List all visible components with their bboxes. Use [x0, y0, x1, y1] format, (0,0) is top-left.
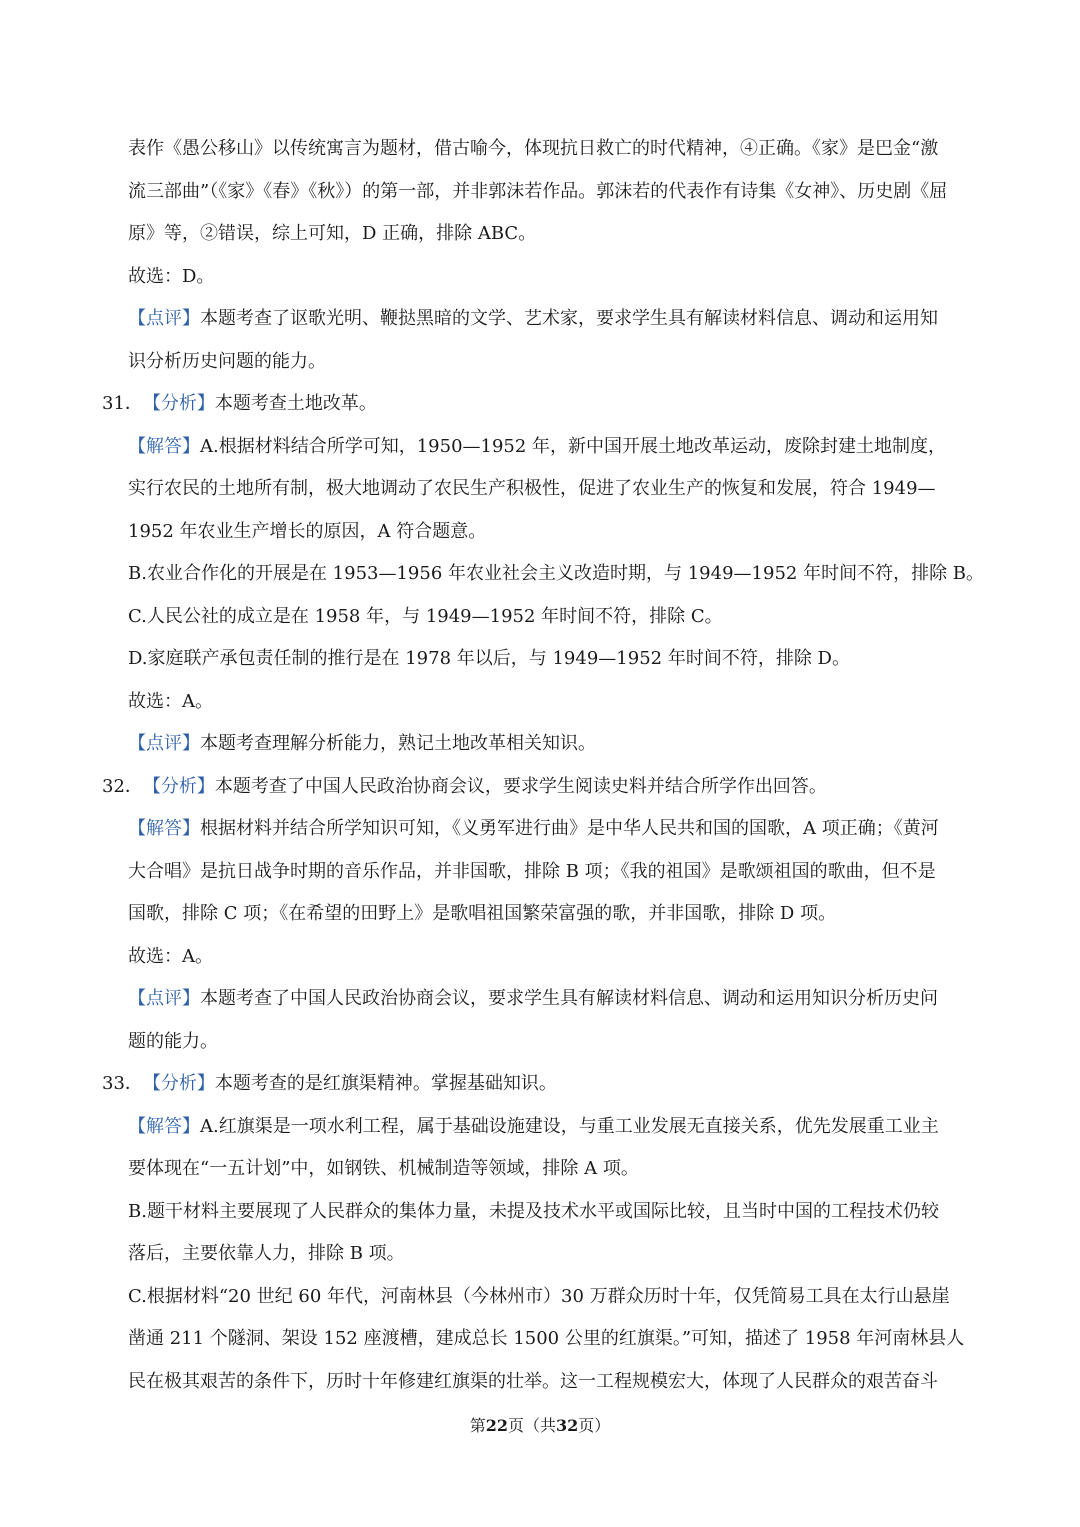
- line-text: B.农业合作化的开展是在 1953—1956 年农业社会主义改造时期，与 1949—1952 年时间不符，排除 B。: [128, 563, 985, 584]
- footer-total-pages: 32: [556, 1416, 579, 1435]
- text-line: [102, 978, 982, 1021]
- text-line: [102, 723, 982, 766]
- text-line: [102, 808, 982, 851]
- text-line: [102, 596, 982, 639]
- text-line: [102, 213, 982, 256]
- text-line: [102, 1148, 982, 1191]
- section-tag: 【解答】: [128, 818, 200, 839]
- line-text: 表作《愚公移山》以传统寓言为题材，借古喻今，体现抗日救亡的时代精神，④正确。《家》是巴金“激: [128, 138, 939, 159]
- line-text: A.根据材料结合所学可知，1950—1952 年，新中国开展土地改革运动，废除封建土地制度，: [200, 435, 947, 457]
- line-text: 本题考查了中国人民政治协商会议，要求学生具有解读材料信息、调动和运用知识分析历史问: [200, 988, 938, 1009]
- line-text: 原》等，②错误，综上可知，D 正确，排除 ABC。: [128, 223, 537, 244]
- text-line: [102, 893, 982, 936]
- footer-prefix: 第: [469, 1416, 486, 1435]
- line-text: 本题考查土地改革。: [214, 393, 377, 414]
- text-line: [102, 1233, 982, 1276]
- line-text: 故选：A。: [128, 945, 213, 967]
- text-line: [102, 553, 985, 596]
- section-tag: 【点评】: [128, 308, 200, 329]
- text-line: [102, 511, 982, 554]
- section-tag: 【分析】: [142, 775, 215, 797]
- line-text: 本题考查的是红旗渠精神。掌握基础知识。: [214, 1073, 557, 1094]
- section-tag: 【分析】: [142, 393, 215, 414]
- line-text: 识分析历史问题的能力。: [128, 350, 326, 372]
- text-line: [102, 1318, 982, 1361]
- line-text: 国歌，排除 C 项；《在希望的田野上》是歌唱祖国繁荣富强的歌，并非国歌，排除 D 项。: [128, 903, 837, 924]
- text-line: [102, 1063, 982, 1106]
- text-line: [102, 936, 982, 979]
- line-text: 大合唱》是抗日战争时期的音乐作品，并非国歌，排除 B 项；《我的祖国》是歌颂祖国的歌曲，但不是: [128, 860, 936, 882]
- line-text: B.题干材料主要展现了人民群众的集体力量，未提及技术水平或国际比较，且当时中国的工程技术仍较: [128, 1200, 939, 1222]
- line-text: 落后，主要依靠人力，排除 B 项。: [128, 1243, 405, 1264]
- text-line: [102, 638, 982, 681]
- line-text: C.根据材料“20 世纪 60 年代，河南林县（今林州市）30 万群众历时十年，仅凭简易工具在太行山悬崖: [128, 1285, 950, 1307]
- line-text: 流三部曲”（《家》《春》《秋》）的第一部，并非郭沫若作品。郭沫若的代表作有诗集《女神》、历史剧《屈: [128, 180, 948, 202]
- line-text: 要体现在“一五计划”中，如钢铁、机械制造等领域，排除 A 项。: [128, 1158, 639, 1179]
- text-line: [102, 341, 982, 384]
- page-footer: [0, 1412, 1080, 1440]
- line-text: 题的能力。: [128, 1030, 218, 1052]
- text-line: [102, 298, 982, 341]
- text-line: [102, 1191, 982, 1234]
- line-text: 本题考查了讴歌光明、鞭挞黑暗的文学、艺术家，要求学生具有解读材料信息、调动和运用知: [200, 308, 938, 329]
- page-body: [102, 128, 985, 1403]
- line-text: A.红旗渠是一项水利工程，属于基础设施建设，与重工业发展无直接关系，优先发展重工业主: [200, 1115, 939, 1137]
- line-text: 本题考查了中国人民政治协商会议，要求学生阅读史料并结合所学作出回答。: [214, 775, 827, 797]
- text-line: [102, 1361, 982, 1404]
- text-line: [102, 426, 982, 469]
- line-text: 根据材料并结合所学知识可知，《义勇军进行曲》是中华人民共和国的国歌，A 项正确；《黄河: [200, 818, 939, 839]
- footer-suffix: 页）: [578, 1416, 611, 1435]
- section-tag: 【点评】: [128, 988, 200, 1009]
- text-line: [102, 681, 982, 724]
- line-text: 1952 年农业生产增长的原因，A 符合题意。: [128, 520, 487, 542]
- footer-page-number: 22: [485, 1416, 508, 1435]
- section-tag: 【分析】: [142, 1073, 215, 1094]
- question-number: 32．: [102, 775, 143, 797]
- text-line: [102, 851, 982, 894]
- line-text: 故选：A。: [128, 690, 213, 712]
- line-text: 本题考查理解分析能力，熟记土地改革相关知识。: [200, 733, 596, 754]
- question-number: 33．: [102, 1073, 143, 1094]
- line-text: 故选：D。: [128, 265, 215, 287]
- text-line: [102, 128, 982, 171]
- section-tag: 【点评】: [128, 733, 200, 754]
- text-line: [102, 766, 982, 809]
- text-line: [102, 171, 982, 214]
- footer-middle: 页（共: [507, 1416, 556, 1435]
- section-tag: 【解答】: [128, 435, 200, 457]
- line-text: 民在极其艰苦的条件下，历时十年修建红旗渠的壮举。这一工程规模宏大，体现了人民群众的艰苦奋斗: [128, 1370, 938, 1392]
- text-line: [102, 468, 982, 511]
- text-line: [102, 1276, 982, 1319]
- text-line: [102, 1106, 982, 1149]
- line-text: 凿通 211 个隧洞、架设 152 座渡槽，建成总长 1500 公里的红旗渠。”可知，描述了 1958 年河南林县人: [128, 1328, 965, 1349]
- question-number: 31．: [102, 393, 143, 414]
- text-line: [102, 256, 982, 299]
- line-text: C.人民公社的成立是在 1958 年，与 1949—1952 年时间不符，排除 C。: [128, 605, 723, 627]
- section-tag: 【解答】: [128, 1115, 200, 1137]
- line-text: D.家庭联产承包责任制的推行是在 1978 年以后，与 1949—1952 年时间不符，排除 D。: [128, 648, 850, 669]
- text-line: [102, 1021, 982, 1064]
- line-text: 实行农民的土地所有制，极大地调动了农民生产积极性，促进了农业生产的恢复和发展，符合 1949—: [128, 478, 936, 499]
- text-line: [102, 383, 982, 426]
